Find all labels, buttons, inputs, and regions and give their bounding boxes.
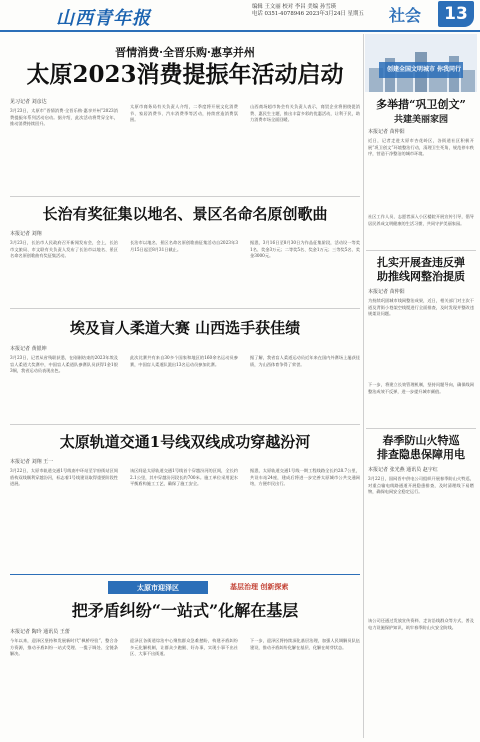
- story-kicker: 基层治理 创新探索: [230, 582, 289, 591]
- lead-byline: 见习记者 刘彦达: [10, 99, 47, 105]
- divider: [366, 250, 476, 251]
- header-meta: [252, 4, 372, 18]
- divider: [366, 428, 476, 429]
- story-paragraph: 3月23日，长治市人民政府召开新闻发布会，会上，长治市文旅局、市文联有关负责人发布了长治市以地名、景区名命名原创歌曲有奖征集活动。: [10, 240, 118, 259]
- sidebar-paragraph: 为持续巩固城市线网整治成果，近日，相关部门对主次干道及背街小巷架空线缆进行全面排查，及时发现并整改违规架设问题。: [368, 298, 474, 317]
- sidebar-paragraph: 社区工作人员、志愿者深入小区楼院开展宣传引导，倡导居民养成文明健康的生活习惯，共同守护美丽家园。: [368, 214, 474, 226]
- story-paragraph: 下一步，迎泽区将持续深化基层治理，加强人民调解员队伍建设，推动矛盾纠纷化解在基层、化解在萌芽状态。: [250, 638, 360, 650]
- story-headline: 把矛盾纠纷“一站式”化解在基层: [71, 601, 299, 620]
- story-paragraph: 今年以来，迎泽区坚持和发展新时代“枫桥经验”，整合各方资源，推动矛盾纠纷一站式受理、一揽子调处、全链条解决。: [10, 638, 118, 657]
- lead-paragraph: 太原市商务局有关负责人介绍，二季度将开展文化消费节、家居消费节、汽车消费季等活动，持续营造消费氛围。: [130, 104, 238, 123]
- column-label: 太原市迎泽区: [108, 581, 208, 594]
- story-paragraph: 迎泽区各街道综治中心聚焦群众急难愁盼，构建矛盾纠纷多元化解机制，让群众少跑腿、好办事，实现小事不出社区、大事不出街道。: [130, 638, 238, 657]
- story-headline: 太原轨道交通1号线双线成功穿越汾河: [59, 433, 311, 451]
- sidebar-subhead: 助推线网整治提质: [377, 270, 465, 283]
- newspaper-logo: 山西青年报: [56, 8, 151, 29]
- sidebar-byline: 本报记者 张光燕 通讯员 赵宇红: [368, 467, 438, 473]
- divider: [10, 308, 360, 309]
- lead-kicker: 晋情消费·全晋乐购·惠享并州: [115, 46, 255, 59]
- sidebar-paragraph: 下一步，将建立长效管理机制，坚持问题导向，确保线网整治成效不反弹，进一步提升城市颜值。: [368, 382, 474, 394]
- story-byline: 本报记者 陶玲 通讯员 王蕾: [10, 629, 70, 635]
- sidebar-paragraph: 该公司还通过发放宣传资料、走访沿线群众等方式，普及电力设施保护知识，筑牢春季防山火安全防线。: [368, 618, 474, 630]
- story-paragraph: 此次比赛共有来自30多个国家和地区的160余名运动员参赛，中国盲人柔道队派出13名运动员参加比赛。: [130, 355, 238, 367]
- divider: [10, 574, 360, 575]
- lead-paragraph: 山西商场超市协会有关负责人表示，商贸企业将围绕促消费、惠民生主题，推出丰富多彩的优惠活动，让利于民，助力消费市场全面回暖。: [250, 104, 360, 123]
- story-byline: 本报记者 刘翔 王一: [10, 459, 54, 465]
- story-byline: 本报记者 刘翔: [10, 231, 42, 237]
- story-headline: 长治有奖征集以地名、景区名命名原创歌曲: [42, 205, 328, 223]
- sidebar-headline: 多举措“巩卫创文”: [376, 98, 466, 111]
- story-paragraph: 该区间是太原轨道交通1号线首个穿越汾河的区间，全长约2.1公里，其中穿越汾河段长约700米。施工单位采用泥水平衡盾构施工工艺，确保了施工安全。: [130, 468, 238, 487]
- section-title: 社会: [389, 6, 422, 25]
- sidebar-paragraph: 3月22日，国网晋中供电公司组织开展春季防山火特巡，对重点输电线路通道开展隐患排查，及时清理线下易燃物，确保电网安全稳定运行。: [368, 476, 474, 495]
- page-number: 13: [438, 1, 474, 27]
- divider: [10, 196, 360, 197]
- sidebar-headline: 春季防山火特巡: [382, 434, 460, 447]
- sidebar-headline: 扎实开展查违反弹: [377, 256, 465, 269]
- story-paragraph: 长治市以地名、景区名命名原创歌曲征集活动自2023年3月15日起至8月31日截止。: [130, 240, 238, 252]
- story-paragraph: 3月22日，太原市轨道交通1号线南中环站至学府街站区间盾构双线顺利穿越汾河，标志着1号线建设取得重要阶段性进展。: [10, 468, 118, 487]
- story-paragraph: 据悉，太原轨道交通1号线一期工程线路全长约28.7公里，共设车站24座，建成后将进一步完善太原城市公共交通网络，方便市民出行。: [250, 468, 360, 487]
- editor-line: 编辑 王文丽 校对 李昌 美编 孙雪瑛: [252, 4, 337, 10]
- story-paragraph: 据了解，我省盲人柔道运动员近年来在国内外赛场上屡获佳绩，为山西体育争得了荣誉。: [250, 355, 360, 367]
- divider: [10, 424, 360, 425]
- banner-image: [365, 34, 477, 92]
- story-byline: 本报记者 黄银坤: [10, 346, 47, 352]
- column-divider: [363, 34, 364, 738]
- sidebar-byline: 本报记者 苗仲阳: [368, 129, 405, 135]
- banner-text: 创建全国文明城市 你我同行: [386, 66, 462, 73]
- date-line: 电话 0351-4078946 2023年3月24日 星期五: [252, 11, 364, 17]
- sidebar-subhead: 排查隐患保障用电: [377, 448, 465, 461]
- sidebar-byline: 本报记者 苗仲阳: [368, 289, 405, 295]
- story-paragraph: 3月23日，记者从省残联获悉，在刚刚结束的2023年埃及盲人柔道大奖赛中，中国盲人柔道队参赛队员获得1金1银3铜，我省运动员表现出色。: [10, 355, 118, 374]
- story-headline: 埃及盲人柔道大赛 山西选手获佳绩: [69, 319, 301, 337]
- lead-paragraph: 3月23日，太原市“晋情消费·全晋乐购·惠享并州”2023消费提振年系列活动启动。据介绍，此次活动将贯穿全年，推动消费持续回升。: [10, 108, 118, 127]
- lead-headline: 太原2023消费提振年活动启动: [26, 61, 344, 88]
- sidebar-paragraph: 近日，记者走进太原市杏花岭区，各街道社区积极开展“巩卫创文”环境整治行动，清理卫生死角，规范停车秩序，营造干净整洁的城市环境。: [368, 138, 474, 157]
- sidebar-subhead: 共建美丽家园: [393, 115, 448, 125]
- story-paragraph: 据悉，3月16日至8月30日为作品征集阶段，活动设一等奖1名、奖金3万元；二等奖5名、奖金1万元；三等奖5名、奖金3000元。: [250, 240, 360, 259]
